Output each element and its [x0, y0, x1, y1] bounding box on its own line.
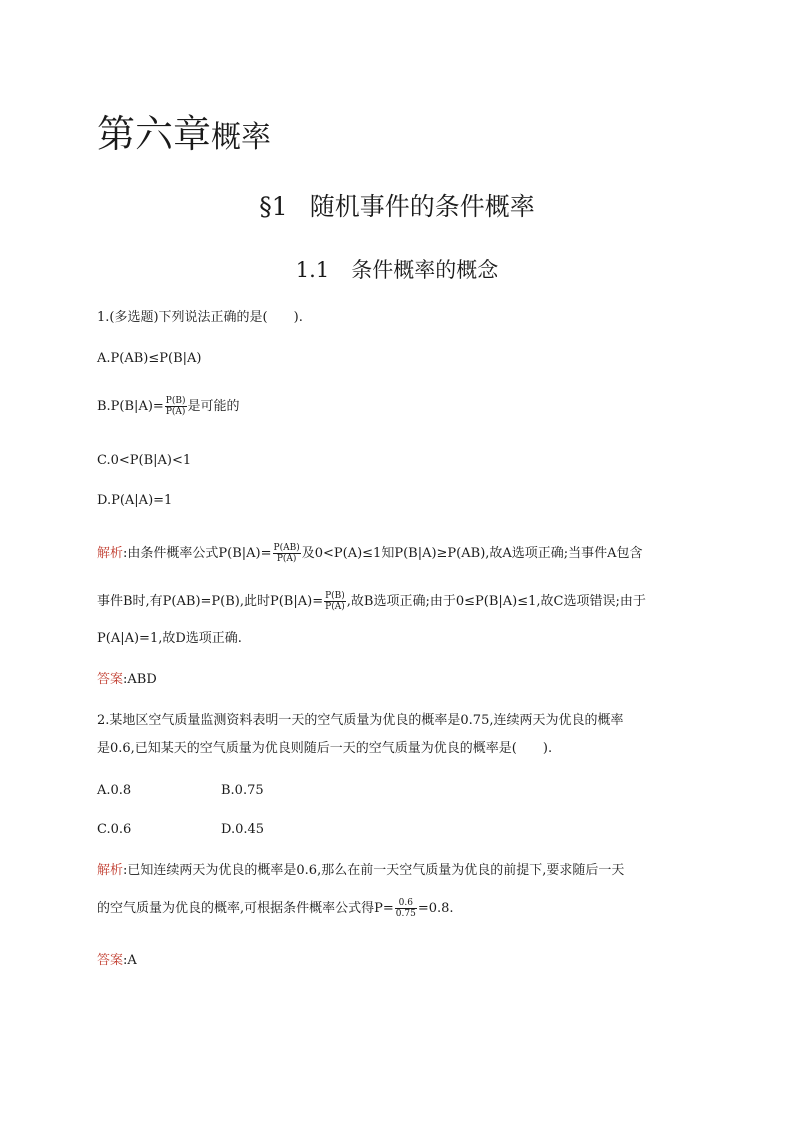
- q1-solution-l2-fraction: [324, 591, 346, 612]
- q2-solution-l2-den: 0.75: [395, 909, 416, 919]
- q1-option-b: [97, 396, 240, 417]
- q1-solution-label: 解析: [97, 546, 124, 561]
- q1-solution-line2: [97, 591, 646, 612]
- q1-solution-l1-pre: :由条件概率公式P(B|A)=: [123, 546, 272, 561]
- q1-solution-l2-num: P(B): [325, 591, 345, 601]
- q1-solution-l2-pre: 事件B时,有P(AB)=P(B),此时P(B|A)=: [97, 594, 324, 609]
- section-title: [0, 190, 794, 224]
- q1-solution-l2-post: ,故B选项正确;由于0≤P(B|A)≤1,故C选项错误;由于: [346, 594, 646, 609]
- q2-option-a: A.0.8: [97, 783, 132, 798]
- section-number: §1: [259, 192, 288, 221]
- q2-solution-l2-fraction: [395, 898, 417, 919]
- q1-solution-line3: P(A|A)=1,故D选项正确.: [97, 631, 242, 646]
- q1-solution-l1-num: P(AB): [273, 543, 300, 553]
- q2-option-b: B.0.75: [221, 783, 264, 798]
- q1-option-b-den: P(A): [165, 407, 186, 417]
- subsection-name: 条件概率的概念: [351, 258, 499, 282]
- q2-solution-l2-pre: 的空气质量为优良的概率,可根据条件概率公式得P=: [97, 901, 394, 916]
- q1-stem: 1.(多选题)下列说法正确的是( ).: [97, 310, 303, 325]
- q2-answer-label: 答案: [97, 953, 124, 968]
- q2-solution-l1: :已知连续两天为优良的概率是0.6,那么在前一天空气质量为优良的前提下,要求随后一天: [123, 863, 625, 878]
- q2-stem-line2: 是0.6,已知某天的空气质量为优良则随后一天的空气质量为优良的概率是( ).: [97, 741, 553, 756]
- chapter-title-main: 第六章: [97, 112, 212, 156]
- q1-answer-label: 答案: [97, 672, 124, 687]
- q2-option-c: C.0.6: [97, 822, 132, 837]
- section-name: 随机事件的条件概率: [309, 192, 535, 221]
- q1-answer: [97, 670, 157, 690]
- q2-options-row2: [97, 820, 265, 840]
- q1-solution-l2-den: P(A): [325, 602, 345, 612]
- q2-solution-l2-post: =0.8.: [417, 901, 454, 916]
- subsection-title: [0, 255, 794, 285]
- q1-solution-l1-fraction: [273, 543, 301, 564]
- q1-option-b-pre: B.P(B|A)=: [97, 399, 164, 414]
- q1-option-b-num: P(B): [165, 396, 186, 406]
- q2-solution-line1: [97, 861, 624, 881]
- q1-answer-value: :ABD: [123, 672, 157, 687]
- q2-answer-value: :A: [123, 953, 137, 968]
- q2-solution-label: 解析: [97, 863, 124, 878]
- q1-option-b-post: 是可能的: [187, 399, 240, 414]
- q2-solution-line2: [97, 898, 454, 919]
- q1-option-d: D.P(A|A)=1: [97, 493, 173, 508]
- q2-options-row1: [97, 781, 264, 801]
- q1-option-c: C.0<P(B|A)<1: [97, 453, 192, 468]
- q2-answer: [97, 951, 137, 971]
- chapter-title-sub: 概率: [211, 120, 272, 155]
- q1-solution-l1-den: P(A): [276, 554, 297, 564]
- subsection-number: 1.1: [295, 258, 330, 282]
- q1-solution-line1: [97, 543, 643, 564]
- q1-option-a: A.P(AB)≤P(B|A): [97, 351, 202, 366]
- q1-solution-l1-post: 及0<P(A)≤1知P(B|A)≥P(AB),故A选项正确;当事件A包含: [301, 546, 643, 561]
- q2-solution-l2-num: 0.6: [395, 898, 417, 909]
- q2-option-d: D.0.45: [221, 822, 265, 837]
- q1-option-b-fraction: [165, 396, 187, 417]
- chapter-title: [97, 110, 271, 162]
- q2-stem-line1: 2.某地区空气质量监测资料表明一天的空气质量为优良的概率是0.75,连续两天为优良的概率: [97, 713, 624, 728]
